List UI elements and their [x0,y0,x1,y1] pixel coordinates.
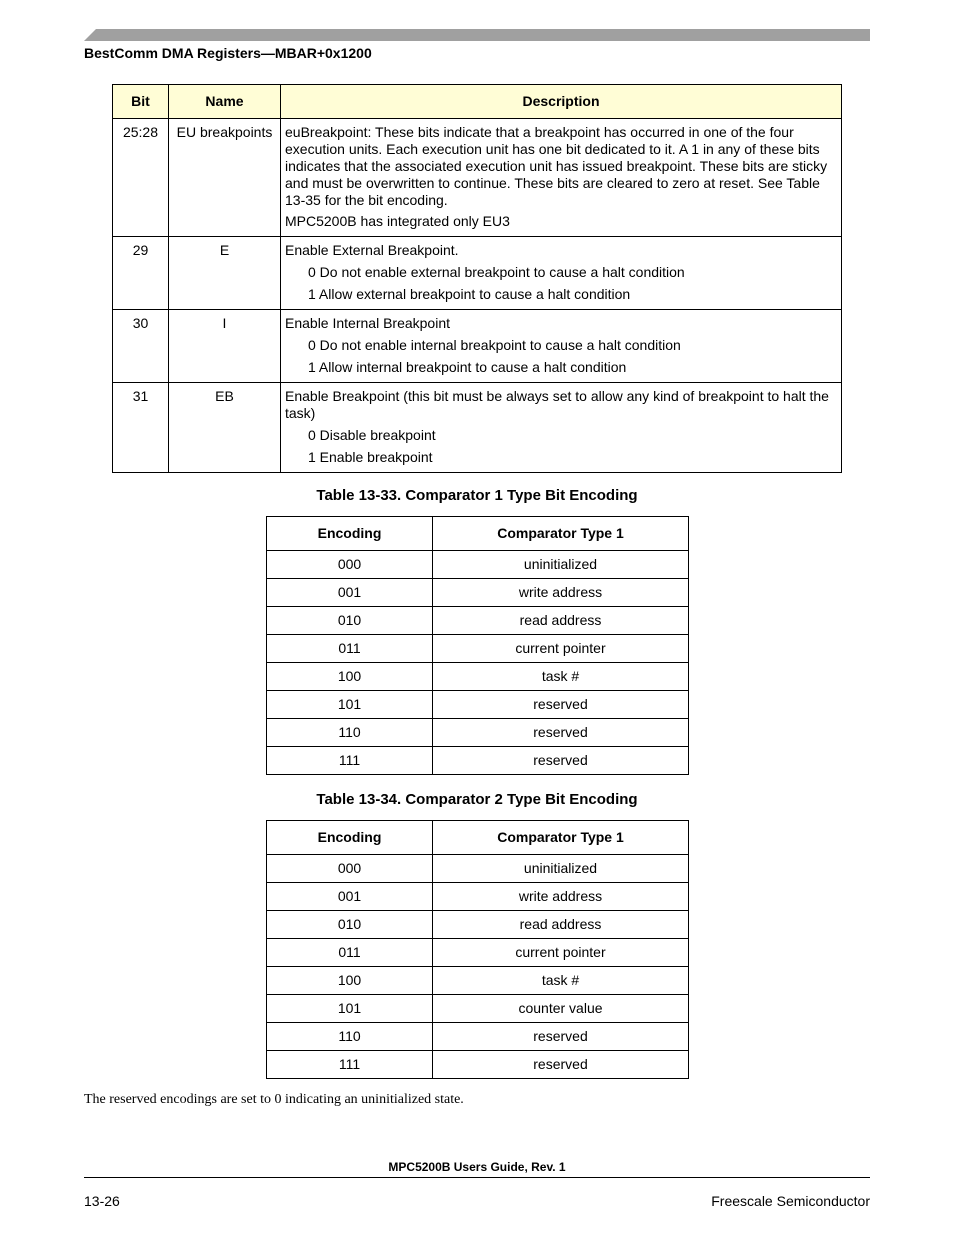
encoding-cell: 010 [267,607,433,635]
bit-cell: 31 [113,383,169,473]
table-row [267,635,689,663]
name-cell: EB [169,383,281,473]
table-row [267,607,689,635]
comparator-type-cell: reserved [433,719,689,747]
comparator-type-cell: reserved [433,1051,689,1079]
description-text: euBreakpoint: These bits indicate that a breakpoint has occurred in one of the four execution units. Each execution unit has one bit dedicated to it. A 1 in any of these bits indicates that the associated execution unit has issued breakpoint. These bits are sticky and must be overwritten to continue. These bits are cleared to zero at reset. See Table 13-35 for the bit encoding. [285,124,828,208]
comparator-type-cell: reserved [433,747,689,775]
comparator-type-cell: task # [433,663,689,691]
comparator-type-cell: read address [433,607,689,635]
column-header-encoding: Encoding [267,821,433,855]
table-row [267,691,689,719]
table-row [267,719,689,747]
table-row [267,663,689,691]
encoding-cell: 001 [267,579,433,607]
comparator-type-cell: current pointer [433,635,689,663]
body-paragraph: The reserved encodings are set to 0 indicating an uninitialized state. [84,1092,464,1107]
option-1: 1 Allow internal breakpoint to cause a halt condition [308,359,627,375]
page-number: 13-26 [84,1193,120,1209]
encoding-cell: 000 [267,551,433,579]
table-row [267,911,689,939]
option-1: 1 Enable breakpoint [308,449,433,465]
table-row [113,310,842,383]
comparator-type-cell: current pointer [433,939,689,967]
encoding-cell: 101 [267,995,433,1023]
comparator-type-cell: reserved [433,691,689,719]
option-1: 1 Allow external breakpoint to cause a halt condition [308,286,631,302]
encoding-cell: 000 [267,855,433,883]
encoding-cell: 110 [267,719,433,747]
column-header-comparator-type: Comparator Type 1 [433,517,689,551]
comparator-type-cell: read address [433,911,689,939]
comparator-2-encoding-table [266,820,689,1079]
comparator-type-cell: counter value [433,995,689,1023]
description-cell [281,383,842,473]
table-33-title: Table 13-33. Comparator 1 Type Bit Encoding [316,487,638,504]
comparator-type-cell: task # [433,967,689,995]
column-header-comparator-type: Comparator Type 1 [433,821,689,855]
option-0: 0 Do not enable internal breakpoint to cause a halt condition [308,337,681,353]
column-header-bit: Bit [113,85,169,119]
comparator-type-cell: uninitialized [433,551,689,579]
comparator-type-cell: uninitialized [433,855,689,883]
encoding-cell: 101 [267,691,433,719]
description-text: Enable Internal Breakpoint [285,315,450,331]
table-header-row [113,85,842,119]
table-34-title: Table 13-34. Comparator 2 Type Bit Encoding [316,791,638,808]
table-row [267,1051,689,1079]
comparator-type-cell: reserved [433,1023,689,1051]
column-header-description: Description [281,85,842,119]
name-cell: I [169,310,281,383]
table-row [267,995,689,1023]
encoding-cell: 111 [267,1051,433,1079]
footer-company: Freescale Semiconductor [711,1193,870,1209]
encoding-cell: 010 [267,911,433,939]
encoding-cell: 100 [267,967,433,995]
column-header-encoding: Encoding [267,517,433,551]
register-field-table [112,84,842,473]
bit-cell: 25:28 [113,119,169,237]
table-row [267,551,689,579]
description-cell [281,237,842,310]
table-row [267,883,689,911]
bit-cell: 29 [113,237,169,310]
table-row [267,1023,689,1051]
encoding-cell: 100 [267,663,433,691]
table-header-row [267,821,689,855]
comparator-1-encoding-table [266,516,689,775]
name-cell: EU breakpoints [169,119,281,237]
table-row [267,747,689,775]
column-header-name: Name [169,85,281,119]
name-cell: E [169,237,281,310]
encoding-cell: 111 [267,747,433,775]
description-text: Enable External Breakpoint. [285,242,459,258]
footer-rule [84,1177,870,1178]
table-row [113,237,842,310]
encoding-cell: 001 [267,883,433,911]
footer-doc-title: MPC5200B Users Guide, Rev. 1 [388,1160,566,1174]
comparator-type-cell: write address [433,579,689,607]
option-0: 0 Disable breakpoint [308,427,436,443]
table-header-row [267,517,689,551]
header-bar [84,29,870,41]
option-0: 0 Do not enable external breakpoint to cause a halt condition [308,264,685,280]
bit-cell: 30 [113,310,169,383]
encoding-cell: 011 [267,939,433,967]
table-row [113,119,842,237]
table-row [267,967,689,995]
table-row [267,939,689,967]
table-row [113,383,842,473]
comparator-type-cell: write address [433,883,689,911]
description-cell [281,119,842,237]
table-row [267,579,689,607]
description-note: MPC5200B has integrated only EU3 [285,213,510,229]
description-text: Enable Breakpoint (this bit must be always set to allow any kind of breakpoint to halt the task) [285,388,829,421]
running-header: BestComm DMA Registers—MBAR+0x1200 [84,45,372,61]
description-cell [281,310,842,383]
encoding-cell: 110 [267,1023,433,1051]
encoding-cell: 011 [267,635,433,663]
table-row [267,855,689,883]
